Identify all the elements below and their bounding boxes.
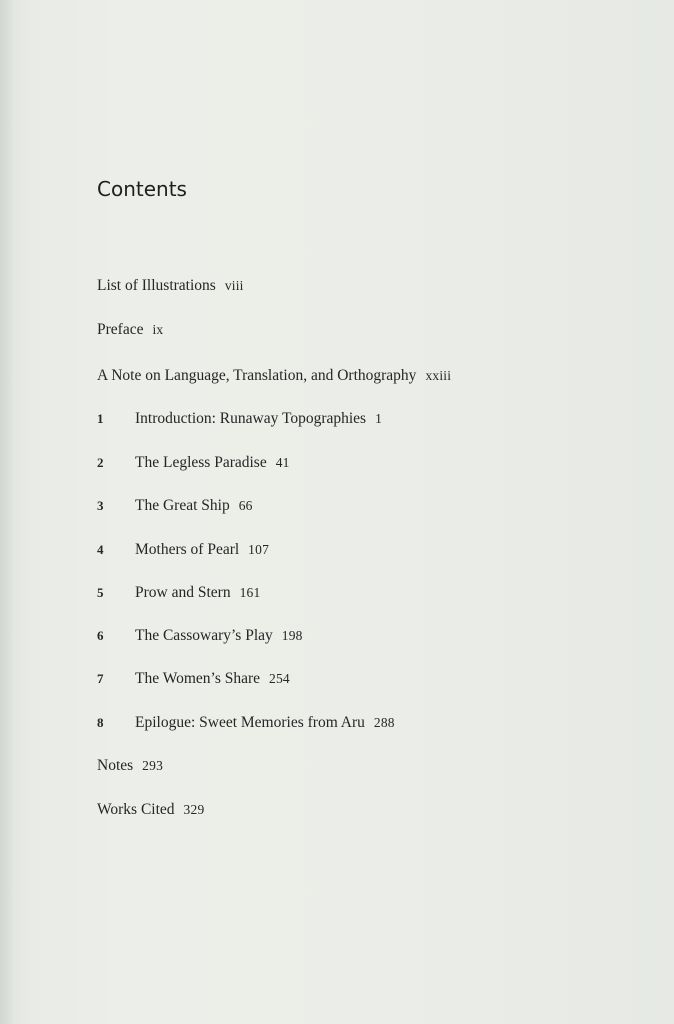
toc-entry-page: 41 bbox=[275, 455, 290, 470]
toc-entry-page: 161 bbox=[239, 585, 261, 600]
toc-entry-page: 293 bbox=[142, 758, 164, 773]
chapter-number: 7 bbox=[97, 671, 104, 686]
chapter-number: 2 bbox=[97, 455, 104, 470]
toc-entry-page: xxiii bbox=[425, 368, 452, 383]
toc-entry-works-cited bbox=[97, 800, 204, 820]
toc-entry-page: 288 bbox=[373, 715, 395, 730]
toc-entry-chapter-1 bbox=[97, 409, 382, 429]
toc-entry-title: Introduction: Runaway Topographies bbox=[135, 410, 367, 427]
toc-entry-title: The Great Ship bbox=[135, 497, 230, 514]
chapter-number: 3 bbox=[97, 498, 104, 513]
toc-entry-title: The Legless Paradise bbox=[135, 454, 267, 471]
toc-entry-chapter-7 bbox=[97, 669, 290, 689]
toc-entry-list-of-illustrations bbox=[97, 276, 244, 296]
chapter-number: 4 bbox=[97, 542, 104, 557]
toc-entry-title: Mothers of Pearl bbox=[135, 541, 240, 558]
toc-entry-title: Notes bbox=[97, 757, 134, 774]
toc-entry-page: 66 bbox=[238, 498, 253, 513]
toc-entry-page: ix bbox=[152, 322, 164, 337]
toc-entry-title: A Note on Language, Translation, and Orthography bbox=[97, 367, 417, 384]
toc-entry-page: 1 bbox=[375, 411, 383, 426]
chapter-number: 5 bbox=[97, 585, 104, 600]
toc-entry-preface bbox=[97, 320, 163, 340]
toc-entry-chapter-5 bbox=[97, 583, 260, 603]
toc-entry-page: viii bbox=[224, 278, 244, 293]
toc-entry-note-on-language bbox=[97, 366, 451, 386]
toc-entry-title: Epilogue: Sweet Memories from Aru bbox=[135, 714, 365, 731]
toc-entry-title: Works Cited bbox=[97, 801, 175, 818]
chapter-number: 8 bbox=[97, 715, 104, 730]
toc-entry-page: 198 bbox=[281, 628, 303, 643]
toc-entry-page: 329 bbox=[183, 802, 205, 817]
toc-entry-chapter-2 bbox=[97, 453, 290, 473]
toc-entry-chapter-4 bbox=[97, 540, 269, 560]
toc-entry-notes bbox=[97, 756, 163, 776]
toc-entry-title: Prow and Stern bbox=[135, 584, 231, 601]
chapter-number: 1 bbox=[97, 411, 104, 426]
toc-entry-title: Preface bbox=[97, 321, 144, 338]
page-title: Contents bbox=[97, 177, 187, 201]
toc-entry-chapter-6 bbox=[97, 626, 303, 646]
page-binding-shadow bbox=[0, 0, 14, 1024]
toc-entry-title: The Women’s Share bbox=[135, 670, 261, 687]
toc-entry-chapter-3 bbox=[97, 496, 253, 516]
toc-entry-chapter-8 bbox=[97, 713, 395, 733]
toc-entry-page: 254 bbox=[269, 671, 290, 686]
toc-entry-title: The Cassowary’s Play bbox=[135, 627, 273, 644]
chapter-number: 6 bbox=[97, 628, 104, 643]
toc-entry-page: 107 bbox=[248, 542, 270, 557]
toc-entry-title: List of Illustrations bbox=[97, 277, 216, 294]
